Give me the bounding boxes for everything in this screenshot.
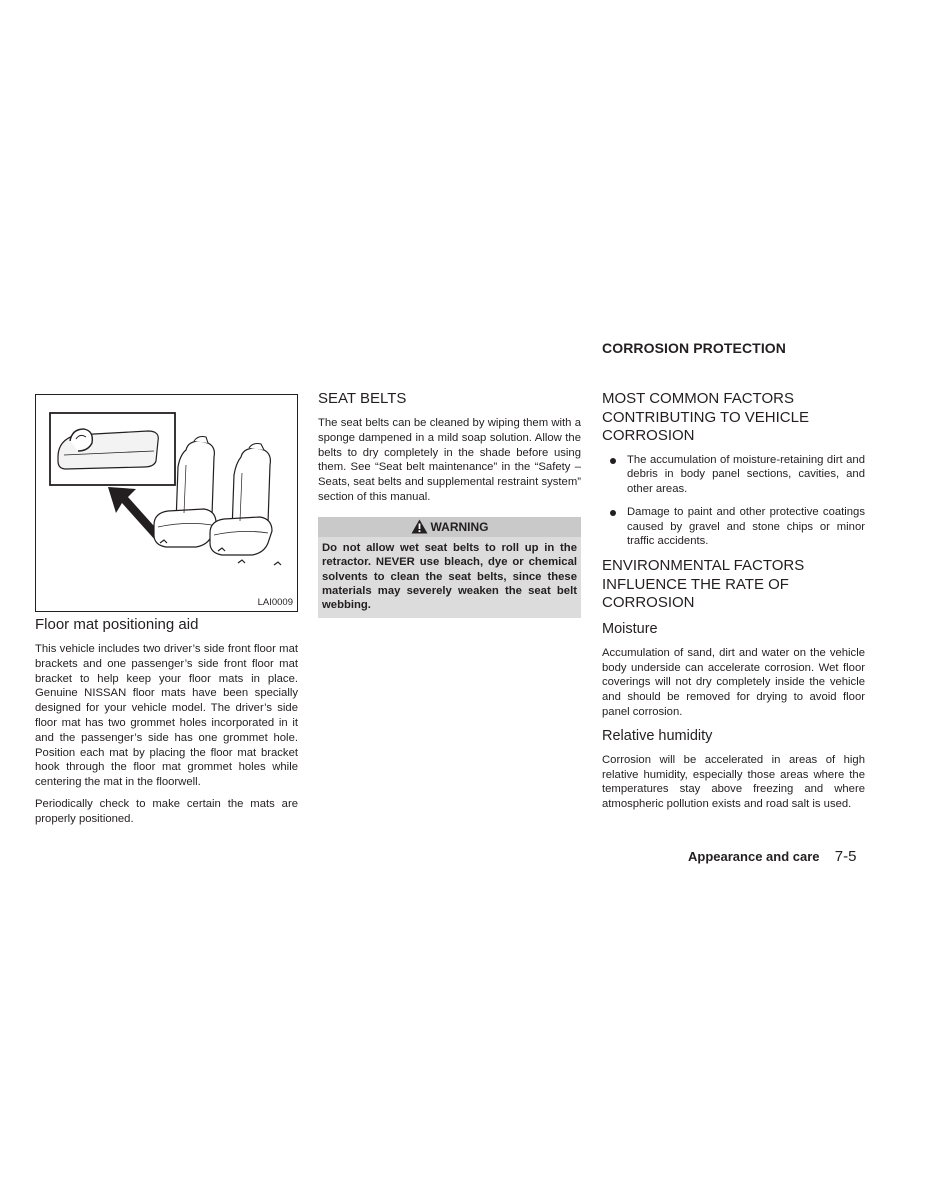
floor-mat-paragraph: This vehicle includes two driver’s side front floor mat brackets and one passenger’s side front floor mat bracket to help keep your floor mats in place. Genuine NISSAN floor mats have been specially designed for your vehicle model. The driver’s side floor mat has two grommet holes incorporated in it and the passenger’s side has one grommet hole. Position each mat by placing the floor mat bracket hook through the floor mat grommet holes while centering the mat in the floorwell. xyxy=(35,643,298,789)
warning-label: WARNING xyxy=(430,519,489,534)
chapter-name: Appearance and care xyxy=(688,849,820,864)
warning-header xyxy=(318,517,581,537)
right-column xyxy=(602,390,865,812)
page-number: 7-5 xyxy=(834,848,857,865)
humidity-heading: Relative humidity xyxy=(602,727,713,744)
warning-text: Do not allow wet seat belts to roll up in the retractor. NEVER use bleach, dye or chemical solvents to clean the seat belts, since these materials may severely weaken the seat belt webbing. xyxy=(318,537,581,618)
section-title: CORROSION PROTECTION xyxy=(602,340,787,356)
figure-code: LAI0009 xyxy=(257,597,293,608)
moisture-heading: Moisture xyxy=(602,620,658,637)
bullet-icon xyxy=(610,510,616,516)
middle-column xyxy=(318,390,581,618)
list-item: Damage to paint and other protective coatings caused by gravel and stone chips or minor traffic accidents. xyxy=(602,505,865,549)
factors-list xyxy=(602,453,865,550)
warning-box xyxy=(318,517,581,618)
floor-mat-heading: Floor mat positioning aid xyxy=(35,616,199,633)
moisture-paragraph: Accumulation of sand, dirt and water on the vehicle body underside can accelerate corrosion. Wet floor coverings will not dry completely inside the vehicle and should be removed for drying to avoid floor panel corrosion. xyxy=(602,646,865,718)
seat-belts-heading: SEAT BELTS xyxy=(318,390,407,407)
bullet-icon xyxy=(610,458,616,464)
seat-floor-mat-illustration xyxy=(36,395,297,611)
environmental-factors-heading: ENVIRONMENTAL FACTORS INFLUENCE THE RATE OF CORROSION xyxy=(602,557,805,612)
humidity-paragraph: Corrosion will be accelerated in areas of high relative humidity, especially those areas where the temperatures stay above freezing and where atmospheric pollution exists and road salt is used. xyxy=(602,753,865,811)
floor-mat-check-paragraph: Periodically check to make certain the mats are properly positioned. xyxy=(35,797,298,825)
common-factors-heading: MOST COMMON FACTORS CONTRIBUTING TO VEHICLE CORROSION xyxy=(602,390,809,444)
warning-icon xyxy=(411,519,428,534)
list-item: The accumulation of moisture-retaining dirt and debris in body panel sections, cavities, and other areas. xyxy=(602,453,865,497)
left-column xyxy=(35,394,298,827)
seat-belts-paragraph: The seat belts can be cleaned by wiping them with a sponge dampened in a mild soap solution. Allow the belts to dry completely in the shade before using them. See “Seat belt maintenance” in the “Safety – Seats, seat belts and supplemental restraint system” section of this manual. xyxy=(318,417,581,503)
page-footer xyxy=(688,848,856,865)
floor-mat-figure xyxy=(35,394,298,612)
